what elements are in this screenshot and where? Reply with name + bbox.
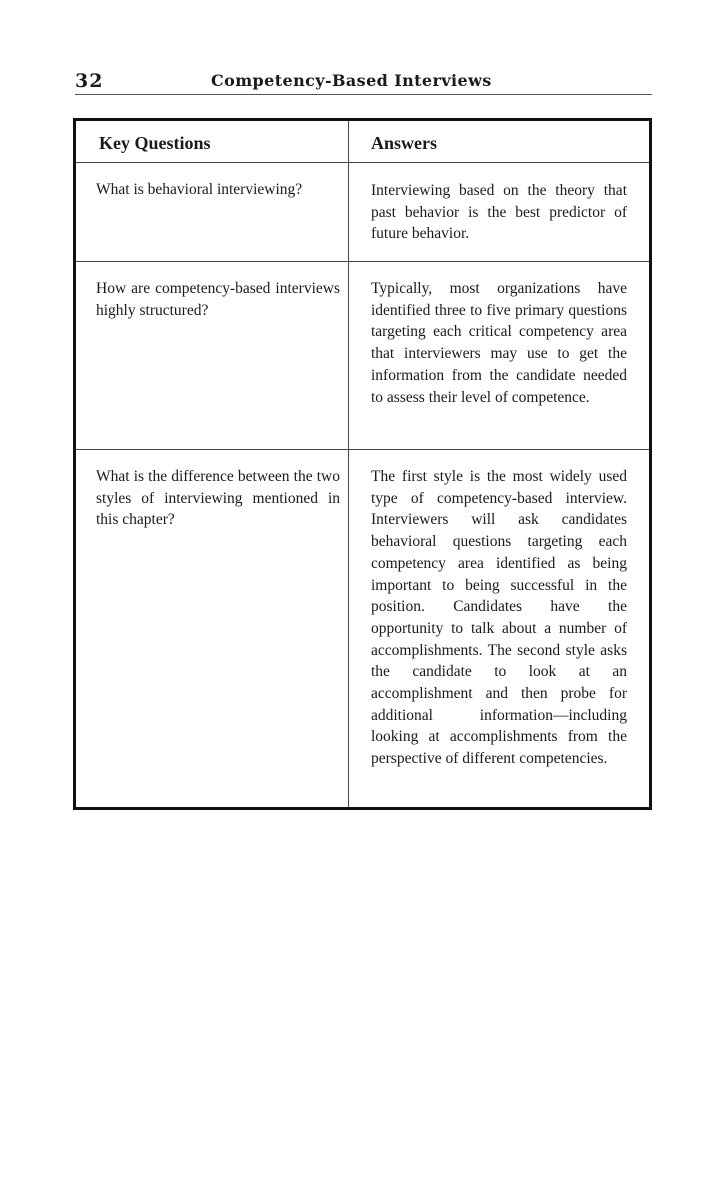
question-text: What is the difference between the two styles of interviewing mentioned in this chapter? — [96, 468, 340, 529]
answer-text: Interviewing based on the theory that past behavior is the best predictor of future behavior. — [371, 182, 627, 243]
question-text: What is behavioral interviewing? — [96, 181, 303, 198]
table-row — [76, 450, 649, 807]
answer-cell — [349, 163, 649, 261]
qa-table — [73, 118, 652, 810]
question-text: How are competency-based interviews highly structured? — [96, 280, 340, 319]
answer-cell — [349, 262, 649, 449]
answer-text: The first style is the most widely used type of competency-based interview. Interviewers will ask candidates behavioral questions targeting each competency area identified as being important to being successful in the position. Candidates have the opportunity to talk about a number of accomplishments. The second style asks the candidate to look at an accomplishment and then probe for additional information—including looking at accomplishments from the perspective of different competencies. — [371, 468, 627, 768]
question-cell — [76, 262, 349, 449]
answer-cell — [349, 450, 649, 807]
table-header-row — [76, 121, 649, 163]
running-title: Competency-Based Interviews — [211, 71, 492, 90]
page-header — [75, 70, 652, 95]
column-header-key-questions: Key Questions — [76, 121, 349, 162]
page-number: 32 — [75, 70, 104, 92]
table-row — [76, 163, 649, 262]
table-row — [76, 262, 649, 450]
column-header-answers: Answers — [371, 133, 437, 153]
answer-text: Typically, most organizations have identified three to five primary questions targeting each critical competency area that interviewers may use to get the information from the candidate needed to assess their level of competence. — [371, 280, 627, 406]
question-cell — [76, 450, 349, 807]
question-cell — [76, 163, 349, 261]
